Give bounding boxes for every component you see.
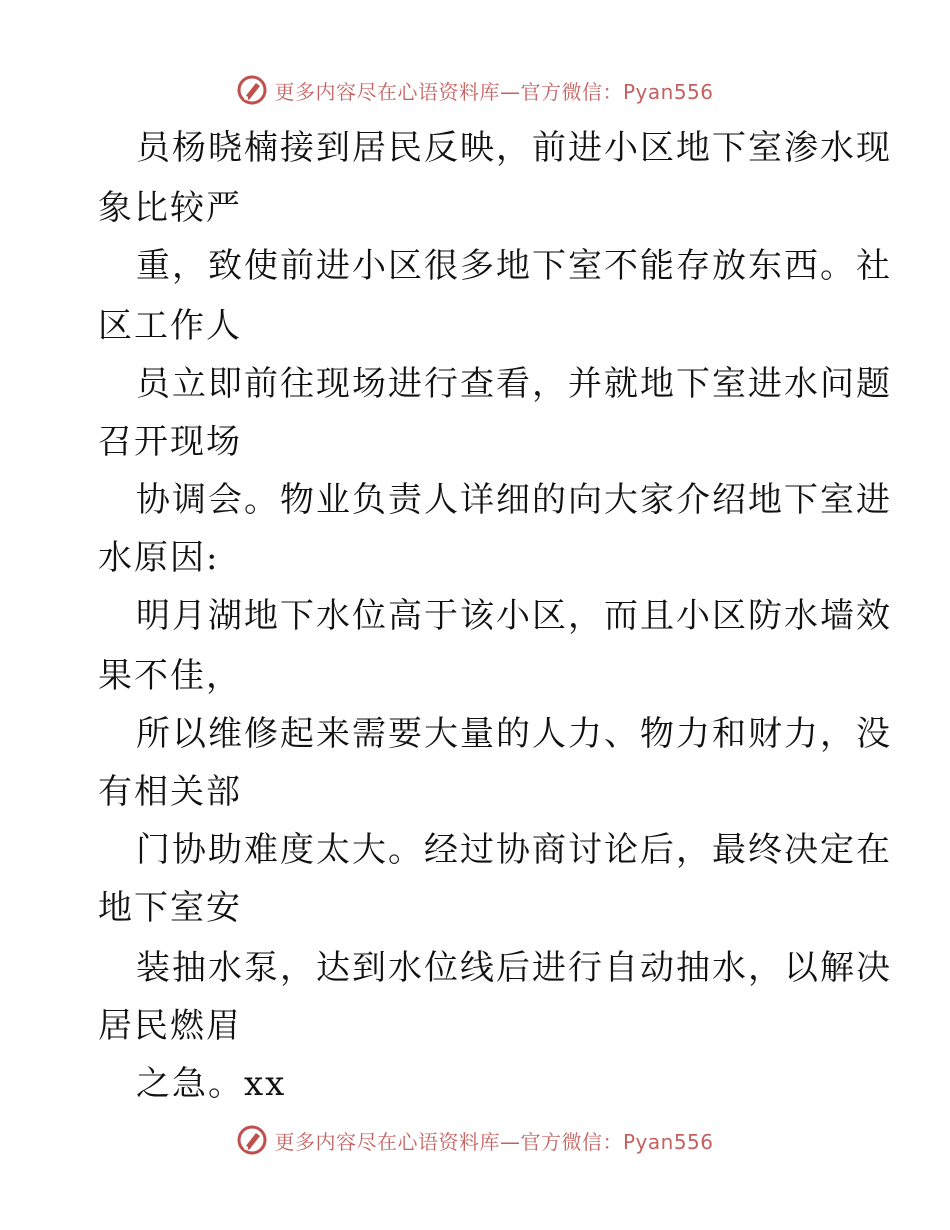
pen-circle-logo-icon — [236, 74, 268, 106]
watermark-wechat-id: Pyan556 — [622, 1129, 714, 1154]
body-line: 果不佳， — [98, 656, 242, 696]
body-line: 之急。xx — [136, 1064, 287, 1104]
body-line: 装抽水泵，达到水位线后进行自动抽水，以解决 — [136, 948, 892, 988]
body-line: 员杨晓楠接到居民反映，前进小区地下室渗水现 — [136, 128, 892, 168]
pen-circle-logo-icon — [236, 1124, 268, 1156]
watermark-label: 更多内容尽在心语资料库—官方微信： — [274, 1129, 623, 1154]
body-line: 重，致使前进小区很多地下室不能存放东西。社 — [136, 246, 892, 286]
body-line: 召开现场 — [98, 422, 242, 462]
body-line: 水原因: — [98, 538, 220, 578]
body-line: 员立即前往现场进行查看，并就地下室进水问题 — [136, 364, 892, 404]
header-watermark — [0, 70, 950, 110]
body-line: 区工作人 — [98, 306, 242, 346]
body-line: 明月湖地下水位高于该小区，而且小区防水墙效 — [136, 596, 892, 636]
body-line: 地下室安 — [98, 888, 242, 928]
watermark-wechat-id: Pyan556 — [622, 79, 714, 104]
body-line: 协调会。物业负责人详细的向大家介绍地下室进 — [136, 480, 892, 520]
body-line: 居民燃眉 — [98, 1006, 242, 1046]
body-line: 所以维修起来需要大量的人力、物力和财力，没 — [136, 714, 892, 754]
watermark-text — [274, 76, 713, 105]
watermark-text — [274, 1126, 713, 1155]
watermark-label: 更多内容尽在心语资料库—官方微信： — [274, 79, 623, 104]
body-line: 象比较严 — [98, 188, 242, 228]
body-line: 门协助难度太大。经过协商讨论后，最终决定在 — [136, 830, 892, 870]
body-line: 有相关部 — [98, 772, 242, 812]
footer-watermark — [0, 1120, 950, 1160]
